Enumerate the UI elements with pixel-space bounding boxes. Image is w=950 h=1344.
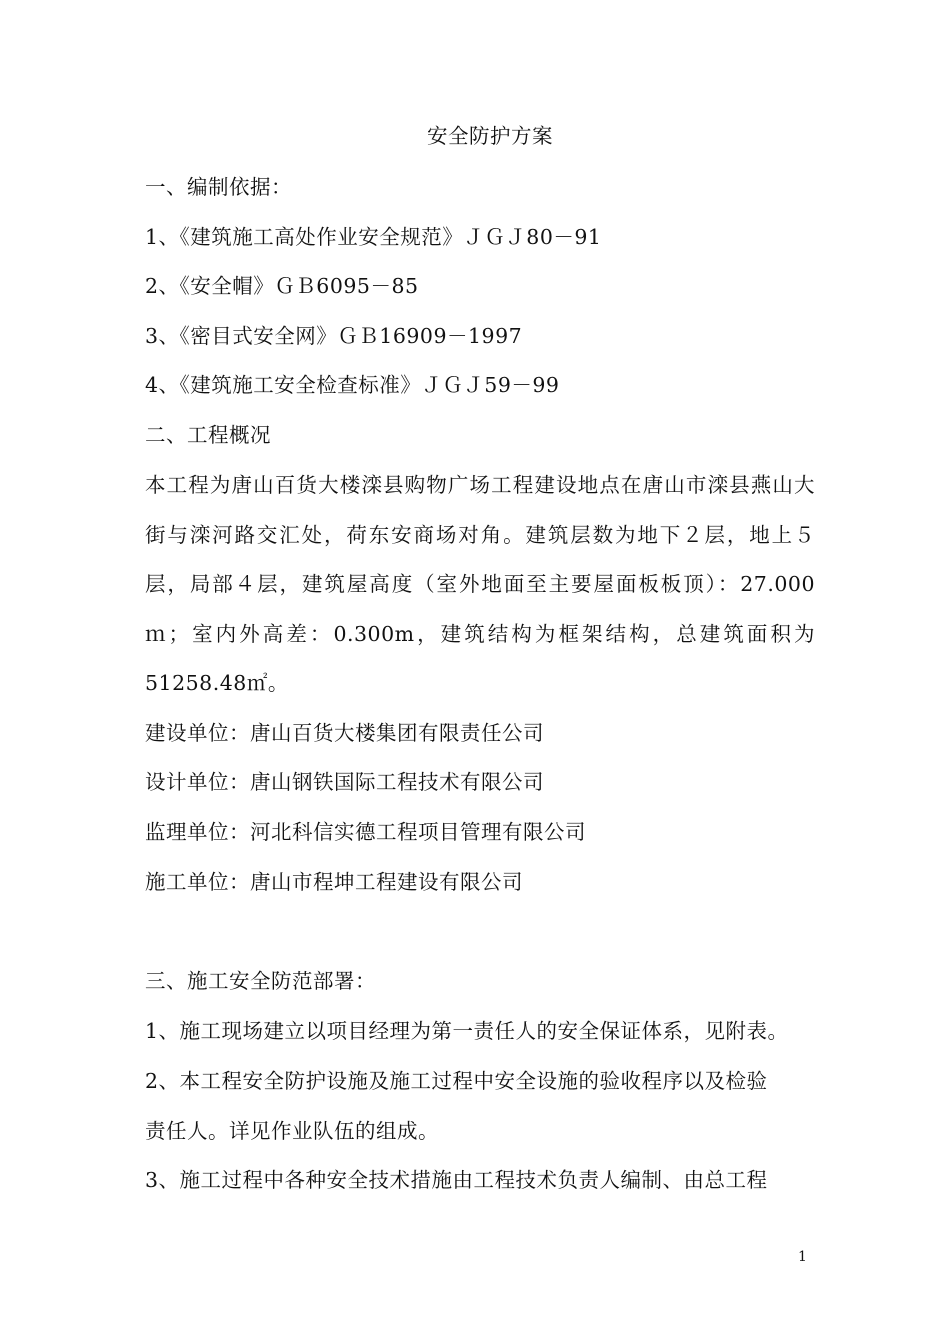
basis-item: 2、《安全帽》ＧＢ6095－85 (145, 274, 419, 298)
section-heading-overview: 二、工程概况 (145, 423, 271, 447)
section-heading-safety: 三、施工安全防范部署： (145, 969, 376, 993)
contractor-unit: 施工单位：唐山市程坤工程建设有限公司 (145, 870, 523, 894)
basis-item: 4、《建筑施工安全检查标准》ＪＧＪ59－99 (145, 373, 560, 397)
document-title: 安全防护方案 (427, 124, 553, 148)
page-number: 1 (798, 1249, 807, 1265)
safety-item: 2、本工程安全防护设施及施工过程中安全设施的验收程序以及检验 (145, 1069, 768, 1093)
section-heading-basis: 一、编制依据： (145, 175, 292, 199)
basis-item: 1、《建筑施工高处作业安全规范》ＪＧＪ80－91 (145, 225, 602, 249)
project-overview-paragraph: 本工程为唐山百货大楼滦县购物广场工程建设地点在唐山市滦县燕山大街与滦河路交汇处，荷东安商场对角。建筑层数为地下２层，地上５层，局部４层，建筑屋高度（室外地面至主要屋面板板顶）：27.000ｍ；室内外高差：0.300m，建筑结构为框架结构，总建筑面积为51258.48㎡。 (145, 473, 815, 696)
basis-item: 3、《密目式安全网》ＧＢ16909－1997 (145, 324, 523, 348)
safety-item-continued: 责任人。详见作业队伍的组成。 (145, 1119, 439, 1143)
safety-item: 3、施工过程中各种安全技术措施由工程技术负责人编制、由总工程 (145, 1168, 768, 1192)
safety-item: 1、施工现场建立以项目经理为第一责任人的安全保证体系，见附表。 (145, 1019, 789, 1043)
construction-unit: 建设单位：唐山百货大楼集团有限责任公司 (145, 721, 544, 745)
design-unit: 设计单位：唐山钢铁国际工程技术有限公司 (145, 770, 544, 794)
supervision-unit: 监理单位：河北科信实德工程项目管理有限公司 (145, 820, 586, 844)
